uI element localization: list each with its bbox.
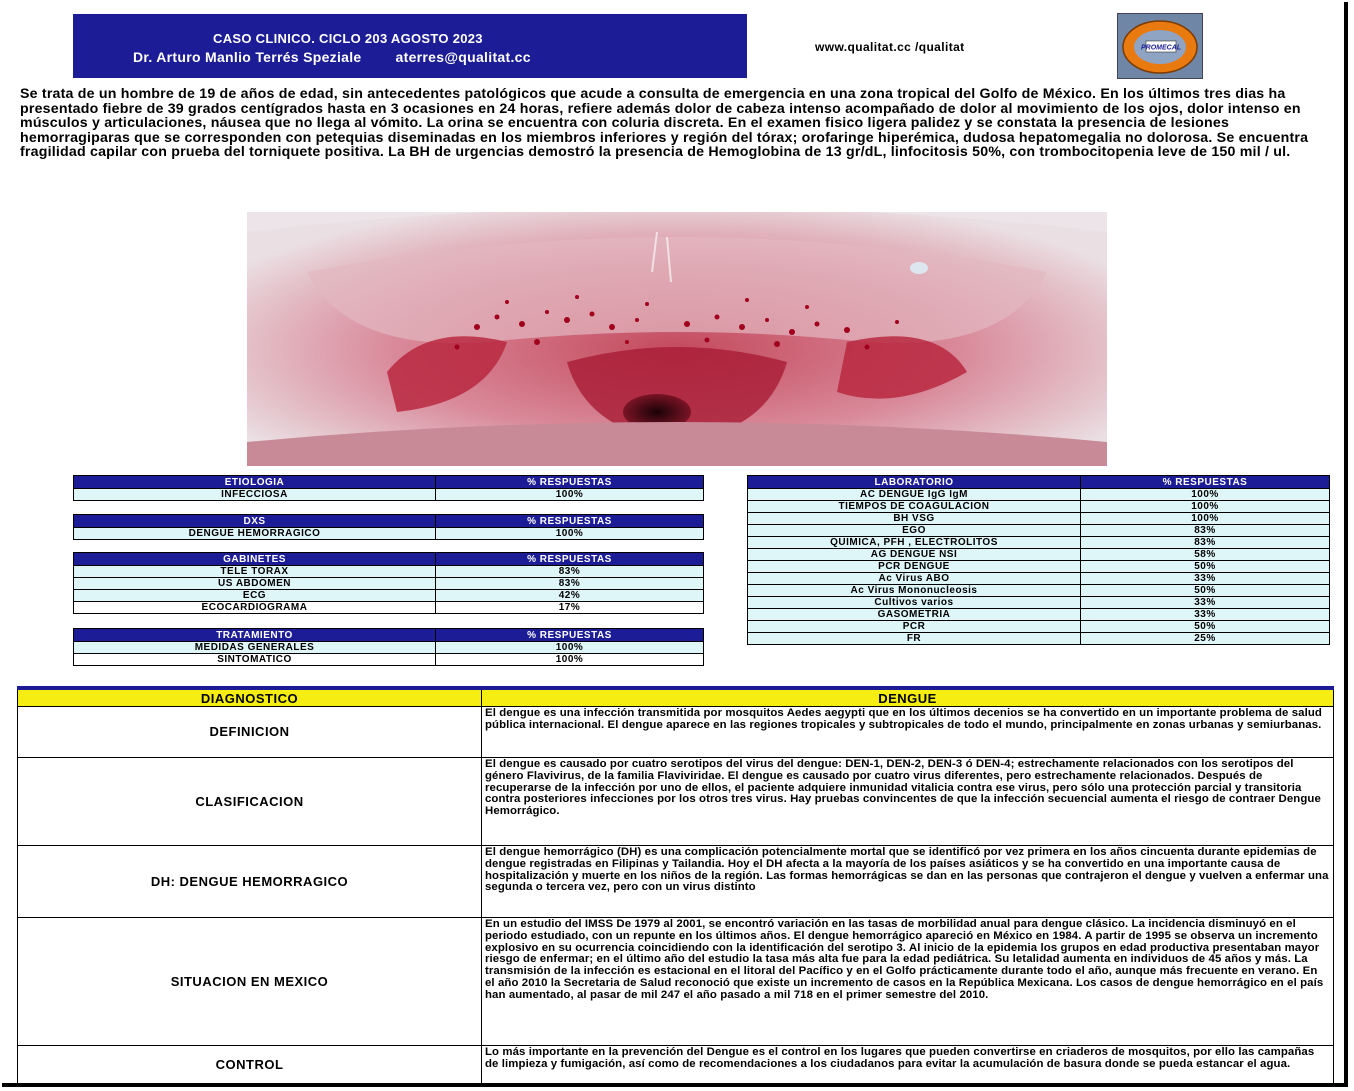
table-cell: 17%	[436, 602, 704, 614]
table-cell: PCR	[748, 621, 1081, 633]
header-banner	[73, 14, 747, 78]
table-cell: 100%	[436, 642, 704, 654]
column-header: % RESPUESTAS	[436, 553, 704, 566]
table-cell: 100%	[1081, 501, 1330, 513]
table-row	[748, 489, 1330, 501]
table-cell: 25%	[1081, 633, 1330, 645]
case-description: Se trata de un hombre de 19 de años de edad, sin antecedentes patológicos que acude a consulta de emergencia en una zona tropical del Golfo de México. En los últimos tres dias ha presentado fiebre de 39 grados centígrados hasta en 3 ocasiones en 24 horas, refiere además dolor de cabeza intenso acompañado de dolor al movimiento de los ojos, dolor intenso en músculos y articulaciones, náusea que no llega al vómito. La orina se encuentra con coluria discreta. En el examen fisico ligera palidez y se constata la presencia de lesiones hemorragiparas que se corresponden con petequias diseminadas en los miembros inferiores y región del tórax; orofaringe hiperémica, dudosa hepatomegalia no dolorosa. Se encuentra fragilidad capilar con prueba del torniquete positiva. La BH de urgencias demostró la presencia de Hemoglobina de 13 gr/dL, linfocitosis 50%, con trombocitopenia leve de 150 mil / ul.	[20, 86, 1309, 161]
table-row	[748, 501, 1330, 513]
table-cell: AG DENGUE NSI	[748, 549, 1081, 561]
table-cell: TIEMPOS DE COAGULACION	[748, 501, 1081, 513]
table-row	[18, 758, 1334, 846]
table-row	[74, 642, 704, 654]
row-text: En un estudio del IMSS De 1979 al 2001, se encontró variación en las tasas de morbilidad anual para dengue clásico. La incidencia disminuyó en el periodo estudiado, con un repunte en los últimos años. El dengue hemorrágico apareció en México en 1984. A partir de 1995 se observa un incremento explosivo en su ocurrencia coincidiendo con la identificación del serotipo 3. Al inicio de la epidemia los grupos en edad productiva presentaban mayor riesgo de enfermar; en el último año del estudio la tasa más alta fue para la edad pediátrica. Su letalidad aumenta en individuos de 45 años y más. La transmisión de la infección es estacional en el litoral del Pacífico y en el Golfo prácticamente durante todo el año, aunque más frecuente en verano. En el año 2010 la Secretaria de Salud reconoció que existe un incremento de casos en la República Mexicana. Los casos de dengue hemorrágico en el país han aumentado, al pasar de mil 247 el año pasado a mil 718 en el primer semestre del 2010.	[482, 918, 1334, 1046]
column-header: DXS	[74, 515, 436, 528]
table-row	[748, 621, 1330, 633]
table-cell: 50%	[1081, 585, 1330, 597]
table-header-row	[74, 629, 704, 642]
row-text: El dengue es una infección transmitida por mosquitos Aedes aegypti que en los últimos decenios se ha convertido en un importante problema de salud pública internacional. El dengue aparece en las regiones tropicales y subtropicales de todo el mundo, principalmente en zonas urbanas y semiurbanas.	[482, 707, 1334, 758]
table-cell: GASOMETRIA	[748, 609, 1081, 621]
oral-petechiae-photo	[247, 212, 1107, 466]
table-cell: 58%	[1081, 549, 1330, 561]
table-row	[748, 585, 1330, 597]
table-header-row	[748, 476, 1330, 489]
author-line	[133, 49, 531, 65]
table-row	[748, 561, 1330, 573]
laboratorio-table	[747, 475, 1330, 645]
column-header: % RESPUESTAS	[1081, 476, 1330, 489]
row-label: DEFINICION	[18, 707, 482, 758]
table-cell: AC DENGUE IgG IgM	[748, 489, 1081, 501]
table-cell: PCR DENGUE	[748, 561, 1081, 573]
table-row	[74, 489, 704, 501]
table-header-row	[74, 553, 704, 566]
table-header-row	[18, 688, 1334, 707]
table-cell: 33%	[1081, 609, 1330, 621]
table-cell: QUIMICA, PFH , ELECTROLITOS	[748, 537, 1081, 549]
table-cell: 100%	[1081, 513, 1330, 525]
table-cell: 42%	[436, 590, 704, 602]
table-row	[748, 525, 1330, 537]
table-row	[748, 597, 1330, 609]
table-cell: FR	[748, 633, 1081, 645]
row-text: El dengue es causado por cuatro serotipos del virus del dengue: DEN-1, DEN-2, DEN-3 ó DEN-4; estrechamente relacionados con los serotipos del género Flavivirus, de la familia Flaviviridae. El dengue es causado por cuatro virus diferentes, pero estrechamente relacionados. Después de recuperarse de la infección por uno de ellos, el paciente adquiere inmunidad vitalicia contra ese virus, pero sólo una protección parcial y transitoria contra posteriores infecciones por los otros tres virus. Hay pruebas convincentes de que la infección secuencial aumenta el riesgo de contraer Dengue Hemorrágico.	[482, 758, 1334, 846]
table-cell: ECOCARDIOGRAMA	[74, 602, 436, 614]
column-header: DENGUE	[482, 688, 1334, 707]
row-text: El dengue hemorrágico (DH) es una complicación potencialmente mortal que se identificó por vez primera en los años cincuenta durante epidemias de dengue registradas en Filipinas y Tailandia. Hoy el DH afecta a la mayoría de los países asiáticos y se ha convertido en una importante causa de hospitalización y muerte en los niños de la región. Las formas hemorrágicas se dan en las personas que contrajeron el dengue y vuelven a enfermar una segunda o tercera vez, pero con un virus distinto	[482, 846, 1334, 918]
author-name: Dr. Arturo Manlio Terrés Speziale	[133, 49, 362, 65]
column-header: ETIOLOGIA	[74, 476, 436, 489]
logo-text: PROMECAL	[1140, 44, 1182, 52]
table-row	[74, 528, 704, 540]
column-header: DIAGNOSTICO	[18, 688, 482, 707]
row-label: CLASIFICACION	[18, 758, 482, 846]
row-text: Lo más importante en la prevención del Dengue es el control en los lugares que pueden convertirse en criaderos de mosquitos, por ello las campañas de limpieza y fumigación, así como de recomendaciones a los ciudadanos para evitar la acumulación de basura donde se pueda estancar el agua.	[482, 1046, 1334, 1084]
table-cell: ECG	[74, 590, 436, 602]
table-row	[74, 566, 704, 578]
table-row	[18, 707, 1334, 758]
table-cell: Ac Virus Mononucleosis	[748, 585, 1081, 597]
table-row	[748, 609, 1330, 621]
table-cell: 83%	[436, 578, 704, 590]
table-cell: US ABDOMEN	[74, 578, 436, 590]
table-header-row	[74, 515, 704, 528]
table-cell: 33%	[1081, 597, 1330, 609]
table-row	[748, 537, 1330, 549]
table-cell: 100%	[1081, 489, 1330, 501]
table-row	[74, 590, 704, 602]
table-cell: INFECCIOSA	[74, 489, 436, 501]
row-label: CONTROL	[18, 1046, 482, 1084]
table-row	[74, 578, 704, 590]
author-email[interactable]: aterres@qualitat.cc	[395, 49, 531, 65]
column-header: TRATAMIENTO	[74, 629, 436, 642]
dxs-table	[73, 514, 704, 540]
tratamiento-table	[73, 628, 704, 666]
table-cell: 83%	[1081, 525, 1330, 537]
table-row	[748, 513, 1330, 525]
table-cell: 50%	[1081, 561, 1330, 573]
table-cell: Cultivos varios	[748, 597, 1081, 609]
gabinetes-table	[73, 552, 704, 614]
table-cell: 83%	[1081, 537, 1330, 549]
diagnostico-table	[17, 686, 1334, 1084]
column-header: LABORATORIO	[748, 476, 1081, 489]
table-cell: 33%	[1081, 573, 1330, 585]
table-cell: 100%	[436, 528, 704, 540]
row-label: SITUACION EN MEXICO	[18, 918, 482, 1046]
column-header: % RESPUESTAS	[436, 629, 704, 642]
case-title: CASO CLINICO. CICLO 203 AGOSTO 2023	[213, 31, 483, 46]
website-link[interactable]: www.qualitat.cc /qualitat	[815, 40, 965, 54]
table-cell: MEDIDAS GENERALES	[74, 642, 436, 654]
table-cell: 50%	[1081, 621, 1330, 633]
table-cell: 100%	[436, 489, 704, 501]
table-cell: 100%	[436, 654, 704, 666]
table-row	[18, 1046, 1334, 1084]
table-row	[748, 573, 1330, 585]
table-row	[74, 654, 704, 666]
table-cell: SINTOMATICO	[74, 654, 436, 666]
table-row	[18, 918, 1334, 1046]
table-cell: EGO	[748, 525, 1081, 537]
row-label: DH: DENGUE HEMORRAGICO	[18, 846, 482, 918]
table-cell: BH VSG	[748, 513, 1081, 525]
table-cell: Ac Virus ABO	[748, 573, 1081, 585]
column-header: % RESPUESTAS	[436, 476, 704, 489]
table-cell: TELE TORAX	[74, 566, 436, 578]
column-header: % RESPUESTAS	[436, 515, 704, 528]
table-header-row	[74, 476, 704, 489]
table-cell: 83%	[436, 566, 704, 578]
table-row	[74, 602, 704, 614]
column-header: GABINETES	[74, 553, 436, 566]
promecal-logo	[1117, 13, 1203, 79]
table-row	[18, 846, 1334, 918]
table-row	[748, 633, 1330, 645]
table-row	[748, 549, 1330, 561]
table-cell: DENGUE HEMORRAGICO	[74, 528, 436, 540]
etiologia-table	[73, 475, 704, 501]
